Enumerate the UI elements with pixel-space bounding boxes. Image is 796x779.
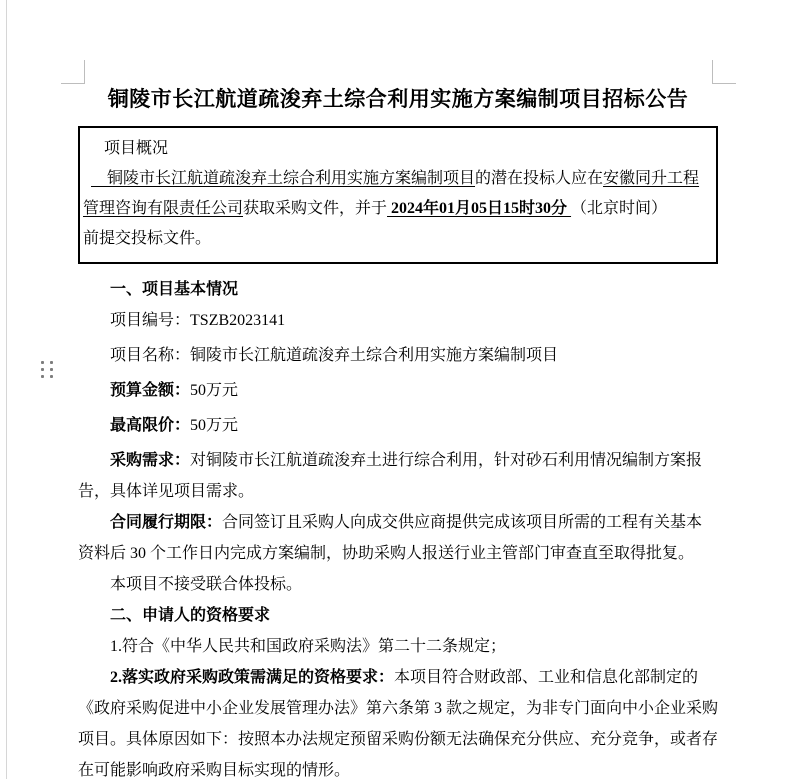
contract-period-label: 合同履行期限： bbox=[110, 514, 223, 531]
document-title: 铜陵市长江航道疏浚弃土综合利用实施方案编制项目招标公告 bbox=[107, 87, 689, 111]
overview-agency-name-underlined: 安徽同升工程管理咨询有限责任公司 bbox=[83, 170, 700, 217]
overview-paragraph bbox=[83, 164, 712, 224]
section-2-heading: 二、申请人的资格要求 bbox=[110, 607, 271, 624]
qualification-item-1: 1.符合《中华人民共和国政府采购法》第二十二条规定； bbox=[110, 638, 507, 655]
page-left-edge-divider bbox=[6, 0, 7, 779]
margin-cropmark-top-right bbox=[712, 83, 736, 84]
qualification-item-2-text: 本项目符合财政部、工业和信息化部制定的《政府采购促进中小企业发展管理办法》第六条第 3 款之规定，为非专门面向中小企业采购项目。具体原因如下：按照本办法规定预留采购份额无法确保充分供应、充分竞争，或者存在可能影响政府采购目标实现的情形。 bbox=[78, 669, 719, 779]
procurement-requirement-paragraph bbox=[78, 445, 718, 507]
project-number-row bbox=[78, 305, 718, 336]
document-content bbox=[78, 86, 718, 779]
max-price-row bbox=[78, 410, 718, 441]
budget-row bbox=[78, 375, 718, 406]
document-body bbox=[78, 274, 718, 779]
margin-cropmark-top-right bbox=[712, 60, 713, 84]
project-name-label: 项目名称： bbox=[110, 347, 191, 364]
overview-text-run: 的潜在投标人应在 bbox=[475, 170, 604, 187]
project-overview-box bbox=[78, 126, 718, 264]
section-1-heading: 一、项目基本情况 bbox=[110, 281, 239, 298]
overview-text-run: 获取采购文件，并于 bbox=[243, 200, 388, 217]
budget-label: 预算金额： bbox=[110, 382, 191, 399]
qualification-item-2 bbox=[78, 662, 718, 779]
no-consortium-note: 本项目不接受联合体投标。 bbox=[110, 576, 303, 593]
margin-cropmark-top-left bbox=[61, 83, 85, 84]
project-number-value: TSZB2023141 bbox=[190, 312, 286, 329]
project-name-row bbox=[78, 340, 718, 371]
project-number-label: 项目编号： bbox=[110, 312, 191, 329]
margin-cropmark-top-left bbox=[84, 60, 85, 84]
overview-text-run: （北京时间） bbox=[571, 200, 668, 217]
max-price-value: 50万元 bbox=[190, 417, 239, 434]
project-name-value: 铜陵市长江航道疏浚弃土综合利用实施方案编制项目 bbox=[190, 347, 559, 364]
max-price-label: 最高限价： bbox=[110, 417, 191, 434]
procurement-value: 对铜陵市长江航道疏浚弃土进行综合利用，针对砂石利用情况编制方案报告，具体详见项目需求。 bbox=[78, 452, 703, 500]
qualification-item-2-label: 2.落实政府采购政策需满足的资格要求： bbox=[110, 669, 395, 686]
budget-value: 50万元 bbox=[190, 382, 239, 399]
paragraph-drag-handle-icon[interactable] bbox=[41, 361, 54, 379]
overview-paragraph: 前提交投标文件。 bbox=[83, 230, 212, 247]
contract-period-paragraph bbox=[78, 507, 718, 569]
overview-deadline-datetime: 2024年01月05日15时30分 bbox=[387, 200, 572, 217]
overview-project-name-underlined: 铜陵市长江航道疏浚弃土综合利用实施方案编制项目 bbox=[91, 170, 476, 187]
overview-heading: 项目概况 bbox=[104, 140, 169, 157]
procurement-label: 采购需求： bbox=[110, 452, 191, 469]
contract-period-value: 合同签订且采购人向成交供应商提供完成该项目所需的工程有关基本资料后 30 个工作日内完成方案编制，协助采购人报送行业主管部门审查直至取得批复。 bbox=[78, 514, 703, 562]
